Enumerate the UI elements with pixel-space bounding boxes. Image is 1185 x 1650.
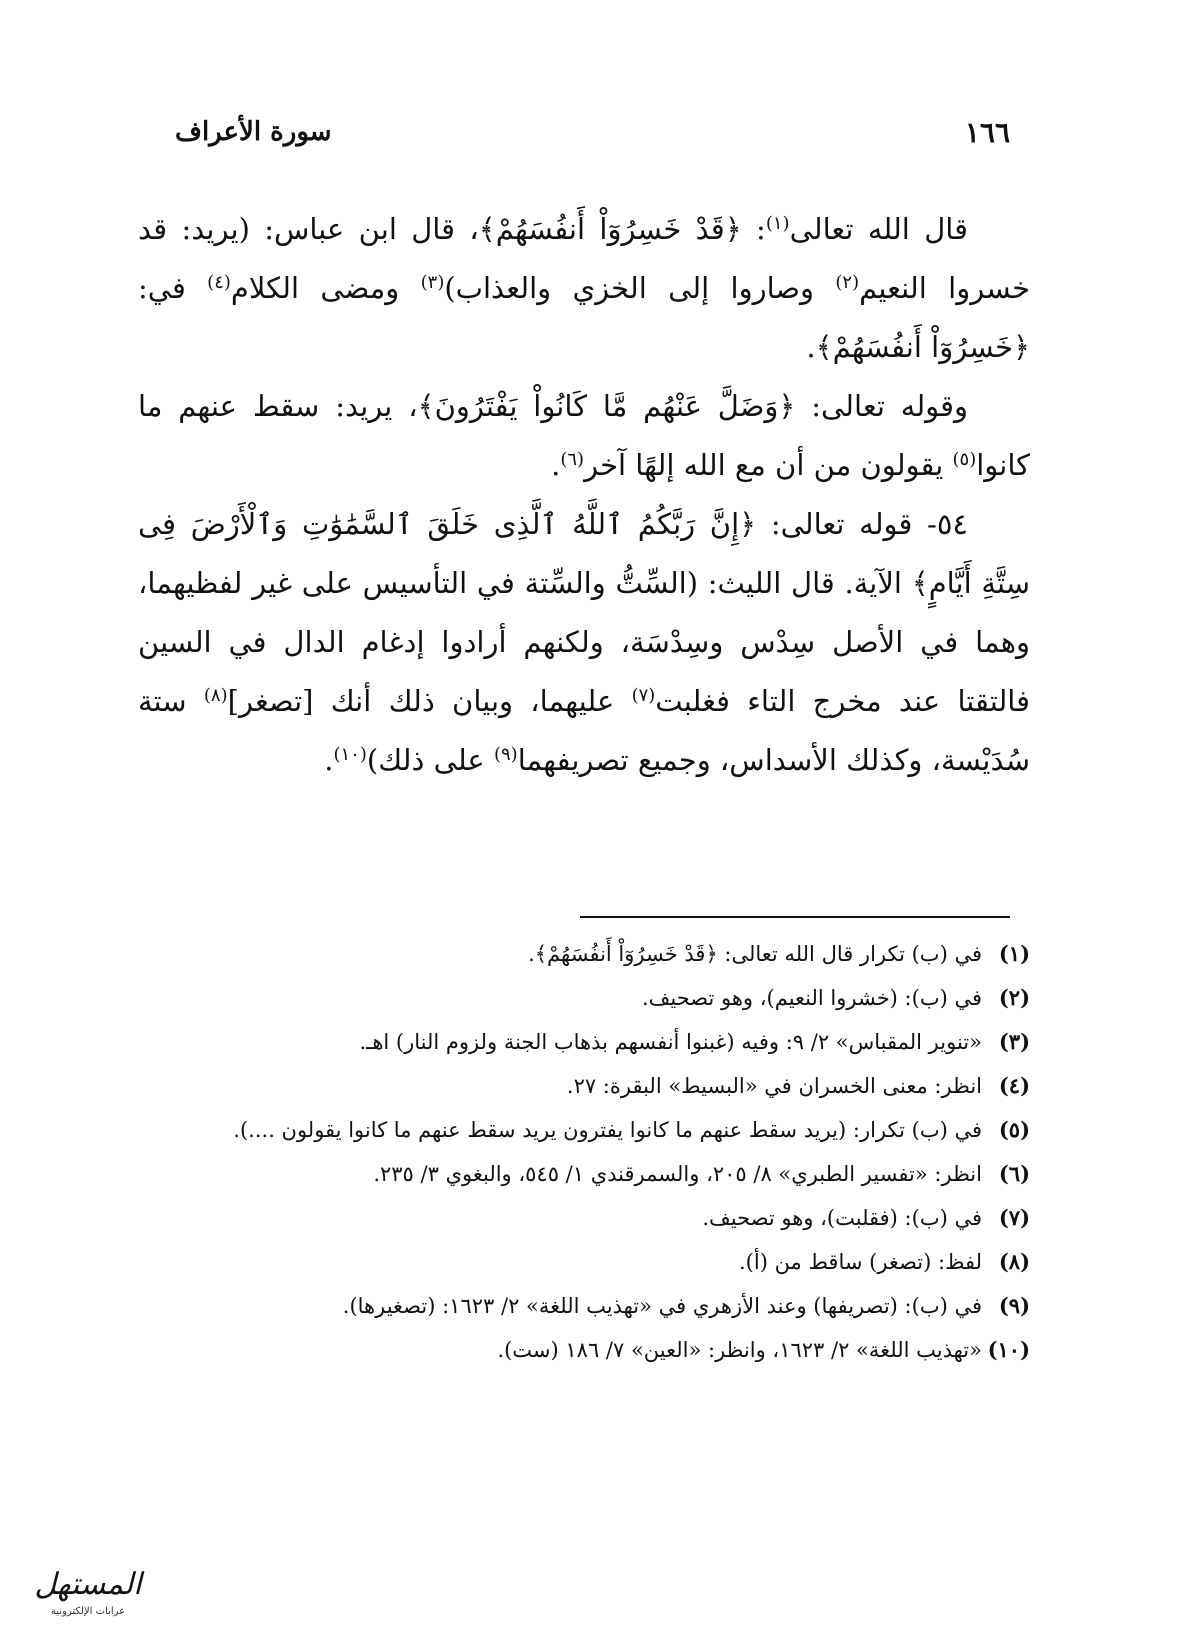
footnote-ref: (١) — [765, 213, 790, 234]
paragraph-1 — [138, 200, 1030, 377]
footnote-ref: (٩) — [493, 744, 518, 765]
footnote-text: في (ب): (تصريفها) وعند الأزهري في «تهذيب اللغة» ٢/ ١٦٢٣: (تصغيرها). — [342, 1294, 982, 1318]
footnote-4 — [138, 1064, 1030, 1108]
footnote-text: في (ب) تكرار قال الله تعالى: ﴿قَدْ خَسِرُوٓاْ أَنفُسَهُمْ﴾. — [528, 942, 982, 966]
footnote-text: لفظ: (تصغر) ساقط من (أ). — [739, 1250, 982, 1274]
footnote-ref: (٨) — [203, 685, 228, 706]
footnotes — [138, 932, 1030, 1372]
footnote-ref: (٢) — [835, 272, 860, 293]
footnote-number: (٧) — [998, 1205, 1030, 1230]
footnote-number: (١) — [998, 941, 1030, 966]
footnote-number: (٩) — [998, 1293, 1030, 1318]
text-run: وقوله تعالى: ﴿وَضَلَّ عَنْهُم مَّا كَانُواْ يَفْتَرُونَ﴾، يريد: سقط عنهم ما كانوا — [138, 389, 1030, 482]
footnote-text: انظر: «تفسير الطبري» ٨/ ٢٠٥، والسمرقندي ١/ ٥٤٥، والبغوي ٣/ ٢٣٥. — [373, 1162, 982, 1186]
paragraph-2 — [138, 377, 1030, 495]
footnote-6 — [138, 1152, 1030, 1196]
footnote-1 — [138, 932, 1030, 976]
footnote-divider — [580, 916, 1010, 918]
footnote-2 — [138, 976, 1030, 1020]
footnote-text: في (ب) تكرار: (يريد سقط عنهم ما كانوا يفترون يريد سقط عنهم ما كانوا يقولون ....). — [233, 1118, 982, 1142]
text-run: : ﴿قَدْ خَسِرُوٓاْ أَنفُسَهُمْ﴾، قال ابن عباس: (يريد: قد خسروا النعيم — [138, 212, 1031, 305]
text-run: عليهما، وبيان ذلك أنك [تصغر] — [227, 684, 632, 718]
text-run: في: ﴿خَسِرُوٓاْ أَنفُسَهُمْ﴾. — [138, 271, 1030, 364]
footnote-number: (٥) — [998, 1117, 1030, 1142]
text-run: وصاروا إلى الخزي والعذاب) — [444, 271, 836, 305]
footnote-number: (٤) — [998, 1073, 1030, 1098]
text-run: ومضى الكلام — [230, 271, 421, 305]
footnote-8 — [138, 1240, 1030, 1284]
page-number: ١٦٦ — [964, 115, 1010, 149]
logo-text: المستهل — [34, 1567, 142, 1602]
footnote-number: (٨) — [998, 1249, 1030, 1274]
footnote-ref: (٤) — [207, 272, 231, 293]
footnote-ref: (١٠) — [333, 744, 367, 765]
text-run: ٥٤- قوله تعالى: ﴿إِنَّ رَبَّكُمُ ٱللَّهُ ٱلَّذِى خَلَقَ ٱلسَّمَٰوَٰتِ وَٱلْأَرْضَ فِى سِتَّةِ أَيَّامٍ﴾ الآية. قال الليث: (السِّتُّ والسِّتة في التأسيس على غير لفظيهما، وهما في الأصل سِدْس وسِدْسَة، ولكنهم أرادوا إدغام الدال في السين فالتقتا عند مخرج التاء فغلبت — [138, 507, 1030, 718]
text-run: . — [324, 743, 334, 777]
paragraph-3 — [138, 495, 1030, 790]
text-run: . — [551, 448, 561, 482]
footnote-9 — [138, 1284, 1030, 1328]
footnote-number: (٢) — [998, 985, 1030, 1010]
main-text — [138, 200, 1030, 790]
surah-title: سورة الأعراف — [175, 117, 332, 147]
footnote-ref: (٣) — [420, 272, 445, 293]
page-header — [175, 110, 1010, 154]
footnote-5 — [138, 1108, 1030, 1152]
footnote-ref: (٦) — [560, 449, 585, 470]
footnote-text: «تهذيب اللغة» ٢/ ١٦٢٣، وانظر: «العين» ٧/ ١٨٦ (ست). — [497, 1338, 982, 1362]
text-run: على ذلك) — [366, 743, 494, 777]
footnote-text: «تنوير المقباس» ٢/ ٩: وفيه (غبنوا أنفسهم بذهاب الجنة ولزوم النار) اهـ. — [359, 1030, 982, 1054]
footnote-text: في (ب): (فقلبت)، وهو تصحيف. — [702, 1206, 982, 1230]
footnote-text: في (ب): (خشروا النعيم)، وهو تصحيف. — [641, 986, 982, 1010]
footnote-7 — [138, 1196, 1030, 1240]
footnote-10 — [138, 1328, 1030, 1372]
footnote-number: (٣) — [998, 1029, 1030, 1054]
text-run: يقولون من أن مع الله إلهًا آخر — [584, 448, 953, 482]
footnote-number: (٦) — [998, 1161, 1030, 1186]
text-run: قال الله تعالى — [789, 212, 968, 246]
logo-subtext: عرابات الإلكترونية — [50, 1606, 126, 1617]
footnote-number: (١٠) — [987, 1337, 1030, 1362]
footnote-text: انظر: معنى الخسران في «البسيط» البقرة: ٢٧. — [566, 1074, 982, 1098]
publisher-logo — [28, 1556, 148, 1622]
footnote-ref: (٥) — [952, 449, 977, 470]
footnote-3 — [138, 1020, 1030, 1064]
footnote-ref: (٧) — [631, 685, 656, 706]
text-run: ستة سُدَيْسة، وكذلك الأسداس، وجميع تصريفهما — [138, 684, 1030, 777]
